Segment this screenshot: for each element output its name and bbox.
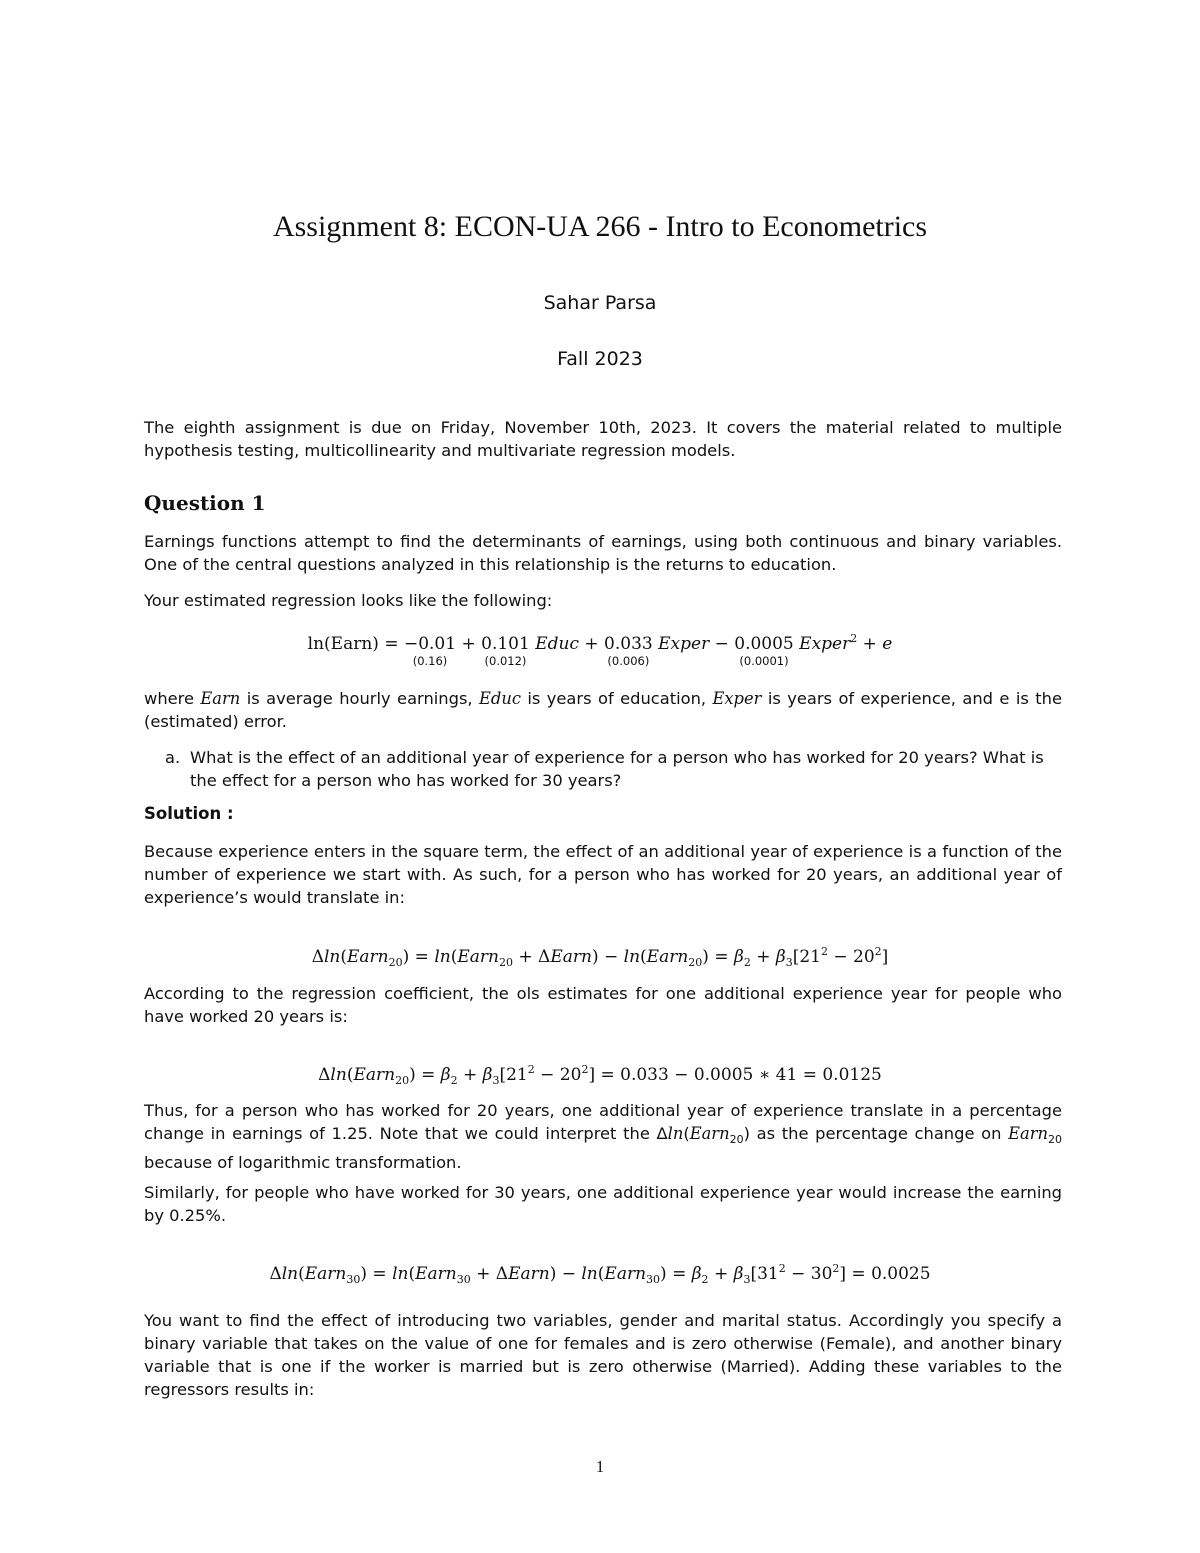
regression-equation: ln(Earn) = −0.01 (0.16) + 0.101 (0.012) Educ + 0.033 (0.006) Exper − 0.0005 (0.0001) Exper$^2$ + e (307, 632, 893, 668)
page-number: 1 (595, 1457, 605, 1476)
sol-para3-text-2: because of logarithmic transformation. (144, 1153, 462, 1172)
where-var-educ: Educ (479, 689, 521, 708)
where-text-3: is years of experience, and e is the (estimated) error. (144, 689, 1062, 731)
se-educ: (0.012) (484, 654, 527, 668)
where-text-1: is average hourly earnings, (240, 689, 480, 708)
se-intercept: (0.16) (412, 654, 448, 668)
sol-para3-text-0: Thus, for a person who has worked for 20 years, one additional year of experience translate in a percentage change in earnings of 1.25. Note that we could interpret the (144, 1101, 1062, 1143)
error-term: e (882, 634, 893, 654)
se-exper-sq: (0.0001) (739, 654, 789, 668)
coef-educ: 0.101 (481, 634, 530, 654)
where-var-exper: Exper (712, 689, 762, 708)
solution-paragraph-2: According to the regression coefficient, the ols estimates for one additional experience year for people who have worked 20 years is: (144, 984, 1062, 1026)
question-paragraph-2: Your estimated regression looks like the following: (144, 591, 553, 610)
var-exper-sq: Exper (799, 634, 851, 654)
var-exper: Exper (658, 634, 710, 654)
var-educ: Educ (535, 634, 579, 654)
square-exponent: 2 (850, 632, 858, 645)
author-name: Sahar Parsa (543, 292, 657, 314)
sol-para3-text-1: as the percentage change on (749, 1124, 1009, 1143)
document-title: Assignment 8: ECON-UA 266 - Intro to Econometrics (272, 210, 928, 243)
intro-paragraph: The eighth assignment is due on Friday, November 10th, 2023. It covers the material related to multiple hypothesis testing, multicollinearity and multivariate regression models. (144, 418, 1062, 460)
equation-1: Δln(Earn$_{20}$) = ln(Earn$_{20}$ + ΔEarn) − ln(Earn$_{20}$) = $\beta_2 + \beta_3[21^2 - 20^2]$ (311, 945, 889, 969)
list-item-label: a. (165, 748, 181, 767)
where-text-0: where (144, 689, 201, 708)
coef-intercept: −0.01 (403, 634, 457, 654)
question-paragraph-1: Earnings functions attempt to find the determinants of earnings, using both continuous and binary variables. One of the central questions analyzed in this relationship is the returns to education. (144, 532, 1062, 574)
solution-paragraph-4: Similarly, for people who have worked for 30 years, one additional experience year would increase the earning by 0.25%. (144, 1183, 1062, 1225)
where-text-2: is years of education, (520, 689, 713, 708)
where-var-earn: Earn (200, 689, 241, 708)
coef-exper-sq: 0.0005 (734, 634, 794, 654)
solution-label: Solution : (144, 804, 234, 823)
question-heading: Question 1 (144, 491, 266, 515)
closing-paragraph: You want to find the effect of introducing two variables, gender and marital status. Accordingly you specify a binary variable that takes on the value of one for females and is zero otherwise (Female), and another binary variable that is one if the worker is married but is zero otherwise (Married). Adding these variables to the regressors results in: (144, 1311, 1062, 1399)
coef-exper: 0.033 (604, 634, 653, 654)
solution-paragraph-1: Because experience enters in the square term, the effect of an additional year of experience is a function of the number of experience we start with. As such, for a person who has worked for 20 years, an additional year of experience’s would translate in: (144, 842, 1062, 907)
list-item-a (165, 746, 1060, 792)
solution-paragraph-3: Thus, for a person who has worked for 20 years, one additional year of experience translate in a percentage change in earnings of 1.25. Note that we could interpret the Δln(Earn$_{20}$) as the percentage change on Earn$_{20}$ because of logarithmic transformation. (144, 1101, 1062, 1172)
equation-3: Δln(Earn$_{30}$) = ln(Earn$_{30}$ + ΔEarn) − ln(Earn$_{30}$) = $\beta_2 + \beta_3[31^2 - 30^2] = 0.0025$ (269, 1262, 931, 1286)
document-date: Fall 2023 (557, 348, 643, 370)
equation-2: Δln(Earn$_{20}$) = $\beta_2 + \beta_3[21^2 - 20^2] = 0.033 - 0.0005$ ∗ 41 = 0.0125 (318, 1063, 882, 1087)
where-paragraph (144, 687, 1062, 733)
list-item-text: What is the effect of an additional year of experience for a person who has worked for 20 years? What is the effect for a person who has worked for 30 years? (190, 748, 1044, 790)
se-exper: (0.006) (607, 654, 650, 668)
regression-lhs: ln(Earn) = (307, 634, 399, 654)
